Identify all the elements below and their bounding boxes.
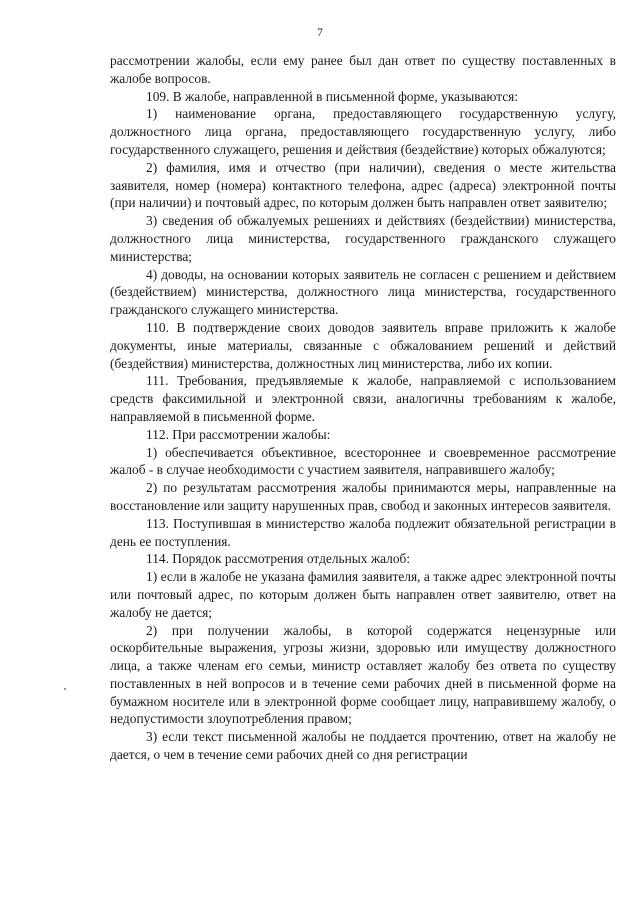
paragraph-114: 114. Порядок рассмотрения отдельных жалоб: xyxy=(146,551,411,567)
scan-speck xyxy=(64,688,66,690)
paragraph-109-item-1: 1) наименование органа, предоставляющего государственную услугу, должностного лица органа, предоставляющего государственную услугу, либо государственного служащего, решения и действия (бездействие) которых обжалуются; xyxy=(110,106,616,157)
paragraph-112-item-1: 1) обеспечивается объективное, всестороннее и своевременное рассмотрение жалоб - в случае необходимости с участием заявителя, направившего жалобу; xyxy=(110,444,616,478)
paragraph-109-item-3: 3) сведения об обжалуемых решениях и действиях (бездействии) министерства, должностного лица министерства, государственного гражданского служащего министерства; xyxy=(110,213,616,264)
paragraph-109-item-2: 2) фамилия, имя и отчество (при наличии), сведения о месте жительства заявителя, номер (номера) контактного телефона, адрес (адреса) электронной почты (при наличии) и почтовый адрес, по которым должен быть направлен ответ заявителю; xyxy=(110,159,616,211)
paragraph-109-item-4: 4) доводы, на основании которых заявитель не согласен с решением и действием (бездействием) министерства, должностного лица министерства, государственного гражданского служащего министерства. xyxy=(110,266,616,318)
paragraph-112: 112. При рассмотрении жалобы: xyxy=(146,426,331,442)
paragraph-109: 109. В жалобе, направленной в письменной форме, указываются: xyxy=(146,88,519,104)
paragraph-114-item-2: 2) при получении жалобы, в которой содержатся нецензурные или оскорбительные выражения, угрозы жизни, здоровью или имуществу должностного лица, а также членам его семьи, министр оставляет жалобу без ответа по существу поставленных в ней вопросов и в течение семи рабочих дней в письменной форме на бумажном носителе или в электронной форме сообщает лицу, направившему жалобу, о недопустимости злоупотребления правом; xyxy=(110,622,616,727)
paragraph-110: 110. В подтверждение своих доводов заявитель вправе приложить к жалобе документы, иные материалы, связанные с обжалованием решений и действий (бездействия) министерства, должностных лиц министерства, либо их копии. xyxy=(110,319,616,371)
paragraph-114-item-1: 1) если в жалобе не указана фамилия заявителя, а также адрес электронной почты или почтовый адрес, по которым должен быть направлен ответ заявителю, ответ на жалобу не дается; xyxy=(110,569,616,620)
document-body xyxy=(110,52,616,764)
paragraph-113: 113. Поступившая в министерство жалоба подлежит обязательной регистрации в день ее поступления. xyxy=(110,515,616,549)
paragraph-114-item-3: 3) если текст письменной жалобы не поддается прочтению, ответ на жалобу не дается, о чем в течение семи рабочих дней со дня регистрации xyxy=(110,729,616,763)
paragraph-112-item-2: 2) по результатам рассмотрения жалобы принимаются меры, направленные на восстановление или защиту нарушенных прав, свобод и законных интересов заявителя. xyxy=(110,480,616,513)
page-number: 7 xyxy=(317,27,323,39)
paragraph-111: 111. Требования, предъявляемые к жалобе, направляемой с использованием средств факсимильной и электронной связи, аналогичны требованиям к жалобе, направляемой в письменной форме. xyxy=(110,373,616,424)
paragraph-continuation: рассмотрении жалобы, если ему ранее был дан ответ по существу поставленных в жалобе вопросов. xyxy=(110,53,616,86)
